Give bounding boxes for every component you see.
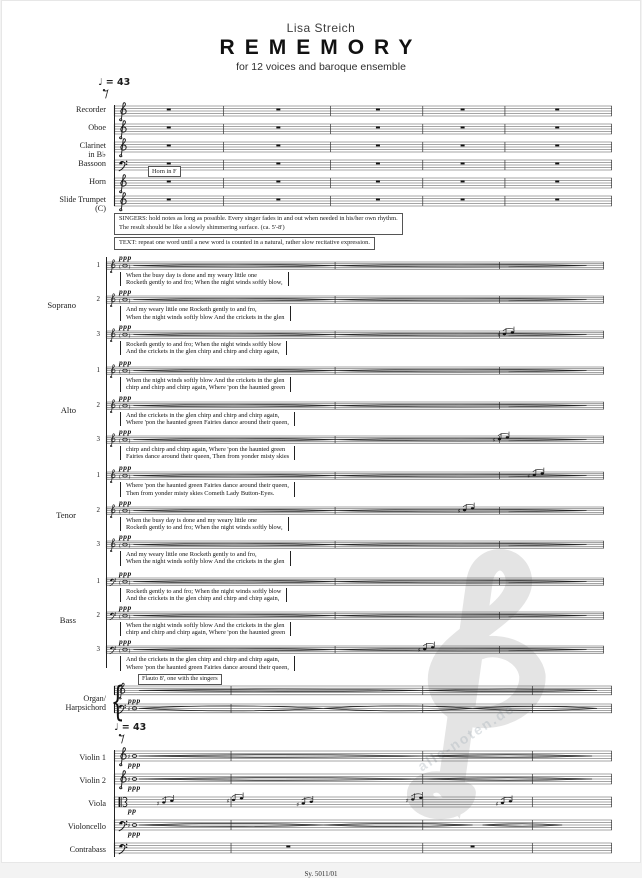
note-figure (527, 468, 544, 480)
staff-row (2, 815, 640, 838)
lyrics-block (120, 377, 291, 391)
svg-text:♯: ♯ (296, 801, 300, 809)
organ-registration-box: Flauto 8', one with the singers (138, 674, 222, 685)
voice-number: 1 (96, 471, 100, 480)
bass-clef-icon (119, 820, 128, 830)
plate-number: Sy. 5011/01 (304, 869, 338, 878)
text-instruction-box (114, 237, 375, 250)
staff (114, 191, 612, 211)
staff (106, 642, 604, 656)
treble-clef-icon (110, 539, 115, 552)
strings-section (2, 746, 640, 861)
voice-part (106, 637, 640, 671)
instrument-label (2, 173, 114, 186)
voice-part (106, 463, 640, 497)
instrument-label-line: Clarinet (79, 141, 106, 150)
svg-text:(: ( (119, 648, 121, 655)
staff-area (114, 815, 640, 838)
instrument-label-line: Horn (89, 177, 106, 186)
staff (106, 292, 604, 306)
lyrics-line: When the night winds softly blow And the crickets in the glen (126, 558, 285, 566)
instrument-label (2, 838, 114, 854)
voice-group-label: Soprano (47, 299, 76, 310)
treble-clef-icon (110, 365, 115, 378)
svg-text:♯: ♯ (495, 800, 499, 808)
staff (106, 363, 604, 377)
singers-instruction-line1: SINGERS: hold notes as long as possible. Every singer fades in and out when needed in his/her own rhythm. (119, 215, 398, 222)
whole-rest (461, 109, 465, 111)
lyrics-line: And the crickets in the glen chirp and chirp and chirp again, (126, 411, 280, 419)
staff-area (106, 497, 640, 517)
voice-part (106, 393, 640, 427)
voice-part (106, 253, 640, 287)
lyrics-line: Fairies dance around their queen, Then from yonder misty skies (126, 453, 290, 461)
instrument-label-line: Violoncello (67, 821, 106, 831)
instrument-label (2, 815, 114, 831)
instrument-label-line: Violin 2 (79, 775, 106, 785)
lyrics-line: Rocketh gently to and fro; When the night winds softly blow (126, 587, 282, 595)
staff (114, 119, 612, 139)
staff (114, 769, 612, 789)
whole-rest (276, 145, 280, 147)
lyrics-block (120, 656, 295, 670)
staff-area (114, 769, 640, 792)
lyrics-block (120, 446, 295, 460)
voice-number: 2 (96, 295, 100, 304)
whole-rest (276, 181, 280, 183)
score-header (2, 1, 640, 73)
whole-rest (167, 145, 171, 147)
whole-rest (555, 145, 559, 147)
svg-text:(: ( (119, 613, 121, 620)
score-footer (2, 870, 640, 878)
whole-rest (461, 163, 465, 165)
voice-group-alto (2, 358, 640, 461)
note-figure (418, 642, 435, 654)
whole-rest (276, 127, 280, 129)
staff-area (106, 532, 640, 551)
voice-group-label: Tenor (56, 509, 76, 520)
staff (106, 468, 604, 482)
note-figure (227, 792, 244, 804)
staff-area (114, 191, 640, 211)
lyrics-line: When the night winds softly blow And the crickets in the glen (126, 313, 285, 321)
svg-text:♯: ♯ (127, 822, 131, 830)
svg-text:): ) (128, 437, 131, 444)
voice-part (106, 322, 640, 356)
lyrics-line: chirp and chirp and chirp again, Where 'pon the haunted green (126, 629, 286, 637)
whole-rest (286, 845, 290, 847)
staff (106, 503, 604, 517)
voice-group-label: Alto (60, 404, 76, 415)
lyrics-line: Rocketh gently to and fro; When the night winds softly blow, (126, 279, 283, 287)
lyrics-block (120, 588, 287, 602)
staff (114, 746, 612, 766)
instrument-label (2, 191, 114, 214)
instrument-label-line: (C) (95, 204, 106, 214)
lyrics-block (120, 551, 291, 565)
voice-part (106, 358, 640, 392)
instrument-label-line: Viola (88, 798, 106, 808)
staff-row (2, 101, 640, 119)
staff-area (106, 637, 640, 656)
whole-rest (167, 127, 171, 129)
whole-rest (555, 109, 559, 111)
lyrics-block (120, 412, 295, 426)
staff (106, 608, 604, 622)
whole-rest (376, 127, 380, 129)
staff (106, 398, 604, 412)
instrument-label (2, 746, 114, 762)
svg-text:♯: ♯ (127, 776, 131, 784)
instrument-label-line: in B♭ (88, 150, 106, 160)
svg-text:♯: ♯ (457, 507, 461, 515)
whole-rest (167, 109, 171, 111)
svg-text:♯: ♯ (497, 331, 501, 339)
staff (106, 574, 604, 588)
dynamic-marking: ppp (119, 637, 132, 647)
note-figure (495, 795, 512, 807)
whole-rest (376, 181, 380, 183)
voice-part (106, 569, 640, 603)
watermark-text: alle-noten.de (414, 699, 518, 775)
whole-rest (167, 199, 171, 201)
whole-rest (376, 163, 380, 165)
staff-area (106, 358, 640, 377)
svg-text:♯: ♯ (527, 473, 531, 481)
voice-group-tenor (2, 463, 640, 566)
system-barline (106, 257, 107, 668)
instrument-label-line: Oboe (88, 123, 106, 132)
dynamic-marking: ppp (119, 532, 132, 542)
instrument-label-line: Contrabass (69, 844, 106, 854)
instrument-label (2, 101, 114, 114)
treble-clef-icon (110, 470, 115, 483)
voice-number: 3 (96, 645, 100, 654)
staff-area (106, 568, 640, 588)
tempo-value: ♩ = 43 (114, 721, 147, 733)
dynamic-marking: ppp (119, 252, 132, 262)
staff-row (2, 792, 640, 815)
voice-number: 2 (96, 610, 100, 619)
lyrics-line: When the busy day is done and my weary little one (126, 271, 257, 279)
treble-clef-icon (110, 260, 115, 273)
lyrics-line: Where 'pon the haunted green Fairies dance around their queen, (126, 482, 289, 490)
dynamic-marking: ppp (128, 695, 141, 705)
svg-text:(: ( (119, 542, 121, 549)
instrument-label: Organ/ Harpsichord (65, 693, 106, 713)
voice-number: 1 (96, 576, 100, 585)
treble-clef-icon (110, 504, 115, 517)
svg-text:(: ( (119, 579, 121, 586)
dynamic-marking: ppp (119, 358, 132, 368)
lyrics-line: And my weary little one Rocketh gently to and fro, (126, 551, 257, 559)
staff-area (114, 101, 640, 121)
lyrics-line: And my weary little one Rocketh gently to and fro, (126, 306, 257, 314)
lyrics-block (120, 341, 287, 355)
voice-part (106, 532, 640, 566)
composer-name: Lisa Streich (286, 21, 356, 35)
svg-text:): ) (128, 579, 131, 586)
lyrics-line: When the night winds softly blow And the crickets in the glen (126, 377, 285, 385)
voice-number: 2 (96, 505, 100, 514)
svg-text:): ) (128, 542, 131, 549)
whole-rest (167, 163, 171, 165)
lyrics-line: And the crickets in the glen chirp and chirp and chirp again, (126, 656, 280, 664)
instrument-label-line: Violin 1 (79, 752, 106, 762)
system-barline (114, 105, 115, 205)
tempo-marking-top (98, 77, 640, 99)
whole-rest (461, 145, 465, 147)
treble-clef-icon (120, 748, 127, 766)
staff (114, 137, 612, 157)
svg-text:(: ( (119, 368, 121, 375)
dynamic-marking: ppp (128, 828, 141, 838)
whole-rest (555, 199, 559, 201)
instrument-label (2, 792, 114, 808)
treble-clef-icon (110, 294, 115, 307)
tempo-marking-strings (114, 722, 640, 744)
whole-rest (471, 845, 475, 847)
staff-row (2, 167, 640, 191)
dynamic-marking: ppp (119, 287, 132, 297)
staff-area (114, 137, 640, 157)
dynamic-marking: ppp (119, 321, 132, 331)
whole-rest (167, 181, 171, 183)
performance-instructions (114, 213, 640, 250)
svg-text:(: ( (119, 403, 121, 410)
instrument-label-line: Recorder (75, 105, 106, 114)
lyrics-line: Then from yonder misty skies Cometh Lady Button-Eyes. (126, 489, 275, 497)
staff (114, 173, 612, 193)
svg-text:♯: ♯ (127, 753, 131, 761)
staff-row (2, 119, 640, 137)
whole-rest (461, 181, 465, 183)
svg-text:): ) (128, 508, 131, 515)
dynamic-marking: ppp (119, 463, 132, 473)
whole-rest (555, 127, 559, 129)
singers-instruction-line2: The result should be like a slowly shimmering surface. (ca. 5'-8') (119, 223, 285, 231)
voice-part (106, 603, 640, 637)
organ-bass-staff (114, 700, 640, 718)
whole-rest (376, 145, 380, 147)
voice-number: 1 (96, 260, 100, 269)
voice-number: 3 (96, 329, 100, 338)
staff-row (2, 137, 640, 160)
svg-text:♯: ♯ (156, 800, 160, 808)
lyrics-block (120, 517, 289, 531)
lyrics-block (120, 482, 295, 496)
treble-clef-icon (120, 193, 127, 211)
svg-text:♯: ♯ (492, 436, 496, 444)
voices-section (2, 253, 640, 672)
staff-area (106, 392, 640, 412)
dynamic-marking: ppp (119, 426, 132, 436)
staff-area (106, 321, 640, 341)
staff-area (114, 155, 640, 175)
lyrics-line: chirp and chirp and chirp again, Where 'pon the haunted green (126, 384, 286, 392)
score-page (1, 0, 641, 878)
whole-rest (461, 199, 465, 201)
text-instruction-line: TEXT: repeat one word until a new word is counted in a natural, rather slow recitative expression. (119, 238, 370, 246)
voice-group-bass (2, 569, 640, 672)
svg-text:(: ( (119, 298, 121, 305)
instrument-label (2, 119, 114, 132)
whole-rest (276, 163, 280, 165)
lyrics-line: Where 'pon the haunted green Fairies dance around their queen, (126, 663, 289, 671)
eighth-rest-icon (102, 88, 110, 99)
voice-number: 3 (96, 540, 100, 549)
whole-rest (276, 199, 280, 201)
staff-area (106, 602, 640, 622)
lyrics-line: And the crickets in the glen chirp and chirp and chirp again, (126, 594, 280, 602)
whole-rest (376, 199, 380, 201)
voice-number: 2 (96, 400, 100, 409)
instrument-label-line: Bassoon (78, 159, 106, 168)
voice-part (106, 287, 640, 321)
organ-section (2, 675, 640, 725)
staff (114, 838, 612, 858)
instrument-label (2, 769, 114, 785)
staff-area (114, 792, 640, 815)
lyrics-block (120, 272, 289, 286)
svg-text:): ) (128, 368, 131, 375)
instrument-label (2, 155, 114, 168)
svg-text:(: ( (119, 332, 121, 339)
staff (114, 101, 612, 121)
voice-part (106, 427, 640, 461)
staff-row (2, 838, 640, 861)
score-subtitle: for 12 voices and baroque ensemble (236, 61, 406, 73)
lyrics-line: Rocketh gently to and fro; When the night winds softly blow (126, 340, 282, 348)
dynamic-marking: ppp (119, 497, 132, 507)
staff (106, 537, 604, 551)
voice-group-label: Bass (59, 615, 76, 626)
staff-area (106, 463, 640, 482)
treble-clef-icon (110, 399, 115, 412)
svg-text:(: ( (119, 263, 121, 270)
staff (114, 815, 612, 835)
staff (114, 700, 612, 718)
staff-row (2, 155, 640, 173)
tempo-value: ♩ = 43 (98, 77, 131, 88)
svg-text:(: ( (119, 474, 121, 481)
staff-area (114, 838, 640, 858)
svg-text:♯: ♯ (405, 797, 409, 805)
svg-text:♯: ♯ (226, 797, 230, 805)
staff-area (114, 119, 640, 139)
svg-text:): ) (128, 332, 131, 339)
staff (114, 155, 612, 175)
dynamic-marking: pp (128, 805, 137, 815)
lyrics-block (120, 622, 291, 636)
eighth-rest-icon (118, 733, 126, 744)
singers-instruction-box (114, 213, 403, 235)
svg-text:): ) (128, 403, 131, 410)
staff-row (2, 191, 640, 214)
treble-clef-icon (120, 771, 127, 789)
staff-area (106, 426, 640, 446)
note-figure (492, 432, 509, 444)
horn-transposition-box: Horn in F (148, 166, 181, 177)
staff-area (114, 167, 640, 193)
score-title: REMEMORY (219, 36, 423, 59)
svg-text:): ) (128, 298, 131, 305)
note-figure (296, 796, 313, 808)
dynamic-marking: ppp (128, 759, 141, 769)
svg-text:): ) (128, 648, 131, 655)
treble-clef-icon (110, 328, 115, 341)
lyrics-line: When the night winds softly blow And the crickets in the glen (126, 621, 285, 629)
whole-rest (461, 127, 465, 129)
voice-number: 1 (96, 366, 100, 375)
staff (114, 792, 612, 812)
staff-area (114, 746, 640, 769)
whole-rest (555, 181, 559, 183)
lyrics-line: When the busy day is done and my weary little one (126, 516, 257, 524)
system-barline (114, 750, 115, 857)
whole-rest (276, 109, 280, 111)
lyrics-line: And the crickets in the glen chirp and chirp and chirp again, (126, 347, 280, 355)
staff-row (2, 746, 640, 769)
staff (106, 432, 604, 446)
dynamic-marking: ppp (119, 568, 132, 578)
bass-clef-icon (119, 161, 128, 171)
note-figure (406, 792, 423, 804)
lyrics-block (120, 306, 291, 320)
voice-part (106, 498, 640, 532)
svg-text:♯: ♯ (127, 705, 131, 713)
svg-text:): ) (128, 263, 131, 270)
lyrics-line: chirp and chirp and chirp again, Where 'pon the haunted green (126, 445, 286, 453)
svg-text:): ) (128, 613, 131, 620)
svg-text:): ) (128, 474, 131, 481)
whole-rest (376, 109, 380, 111)
instrument-label-line: Slide Trumpet (59, 195, 106, 204)
svg-text:♯: ♯ (417, 647, 421, 655)
voice-number: 3 (96, 434, 100, 443)
note-figure (497, 326, 514, 338)
organ-staves (110, 675, 640, 725)
note-figure (458, 502, 475, 514)
staff (106, 327, 604, 341)
staff (106, 258, 604, 272)
dynamic-marking: ppp (128, 782, 141, 792)
svg-text:(: ( (119, 437, 121, 444)
bass-clef-icon (119, 843, 128, 853)
staff-area (106, 287, 640, 306)
system-brace: { (110, 678, 125, 725)
whole-rest (555, 163, 559, 165)
winds-section (2, 101, 640, 214)
treble-clef-icon (110, 434, 115, 447)
svg-text:(: ( (119, 508, 121, 515)
staff-row (2, 769, 640, 792)
dynamic-marking: ppp (119, 392, 132, 402)
dynamic-marking: ppp (119, 602, 132, 612)
voice-group-soprano (2, 253, 640, 356)
lyrics-line: Where 'pon the haunted green Fairies dance around their queen, (126, 418, 289, 426)
lyrics-line: Rocketh gently to and fro; When the night winds softly blow, (126, 523, 283, 531)
staff-area (106, 252, 640, 272)
